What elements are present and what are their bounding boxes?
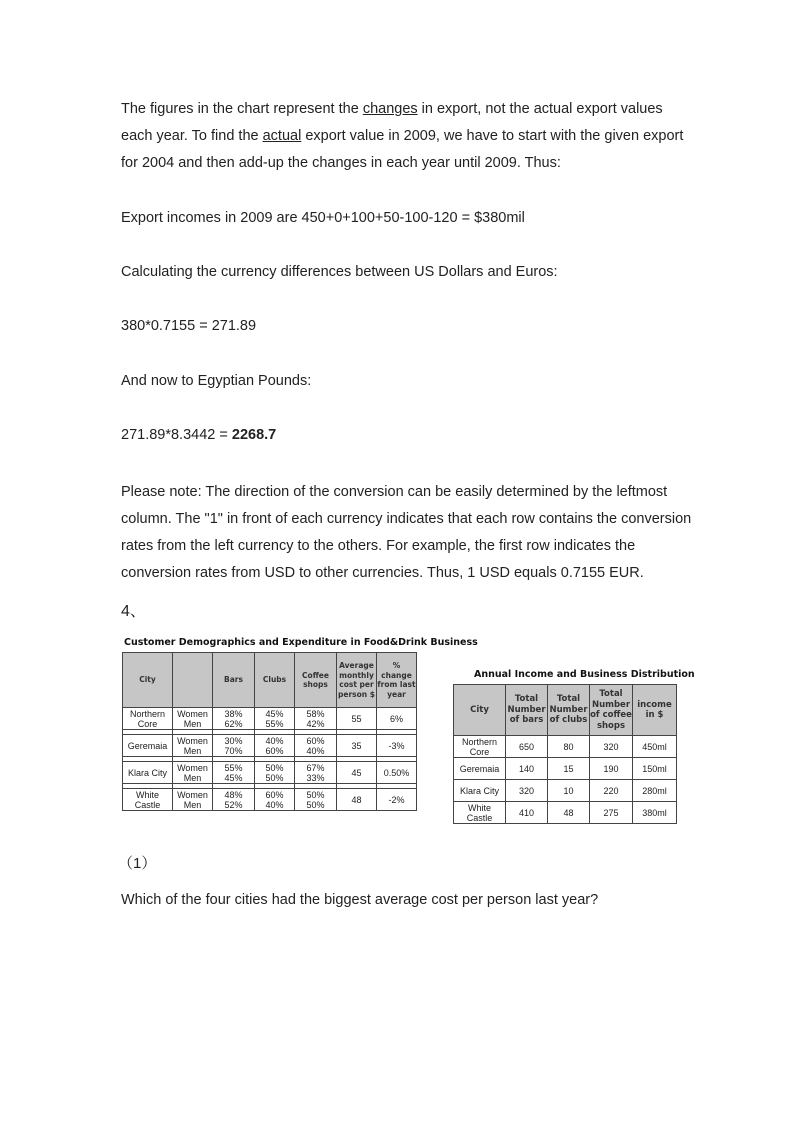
currency-heading: Calculating the currency differences between US Dollars and Euros: (121, 264, 558, 280)
value-cell: 40% (306, 745, 325, 756)
question-text: Which of the four cities had the biggest average cost per person last year? (121, 892, 599, 908)
value-cell: 55% (265, 718, 284, 729)
income-cell: 380ml (633, 802, 677, 824)
value-cell: 55% (224, 762, 243, 773)
value-cell: 60% (265, 745, 284, 756)
change-cell: -3% (377, 735, 417, 757)
value-cell: 320 (506, 780, 548, 802)
avg-cost-cell: 35 (337, 735, 377, 757)
city-cell: White Castle (123, 789, 173, 811)
header-city: City (123, 653, 173, 708)
value-cell: 50% (265, 762, 284, 773)
city-cell: White Castle (454, 802, 506, 824)
table-row (123, 762, 417, 784)
table-header-row (454, 685, 677, 736)
avg-cost-cell: 48 (337, 789, 377, 811)
city-cell: Klara City (454, 780, 506, 802)
value-cell: 650 (506, 736, 548, 758)
value-cell: 40% (265, 735, 284, 746)
note-line: conversion rates from USD to other currencies. Thus, 1 USD equals 0.7155 EUR. (121, 565, 644, 581)
city-cell: Geremaia (454, 758, 506, 780)
sub-question-number: （1） (118, 855, 157, 872)
income-cell: 280ml (633, 780, 677, 802)
underlined-word-changes: changes (362, 101, 418, 117)
gender-cell: Men (183, 745, 202, 756)
table-header-row (123, 653, 417, 708)
header-city: City (454, 685, 506, 736)
value-cell: 140 (506, 758, 548, 780)
table1-title: Customer Demographics and Expenditure in Food&Drink Business (124, 637, 478, 648)
value-cell: 52% (224, 799, 243, 810)
underlined-word-actual: actual (262, 128, 302, 144)
gender-cell: Men (183, 718, 202, 729)
gender-cell: Women (177, 762, 208, 773)
egp-calculation: 271.89*8.3442 = 2268.7 (121, 427, 277, 443)
table-row (123, 708, 417, 730)
note-line: Please note: The direction of the conversion can be easily determined by the leftmost (121, 484, 668, 500)
table-row (454, 758, 677, 780)
change-cell: 0.50% (377, 762, 417, 784)
value-cell: 62% (224, 718, 243, 729)
value-cell: 50% (306, 789, 325, 800)
value-cell: 30% (224, 735, 243, 746)
table-row (454, 802, 677, 824)
gender-cell: Men (183, 772, 202, 783)
header-bars: Bars (213, 653, 255, 708)
header-clubs: Clubs (255, 653, 295, 708)
note-line: rates from the left currency to the others. For example, the first row indicates the (121, 538, 636, 554)
table-row (123, 789, 417, 811)
header-total-coffee: Total Number of coffee shops (590, 685, 633, 736)
table-row (123, 735, 417, 757)
header-avg-cost: Average monthly cost per person $ (337, 653, 377, 708)
avg-cost-cell: 45 (337, 762, 377, 784)
value-cell: 320 (590, 736, 633, 758)
header-total-clubs: Total Number of clubs (548, 685, 590, 736)
city-cell: Northern Core (123, 708, 173, 730)
value-cell: 38% (224, 708, 243, 719)
value-cell: 15 (548, 758, 590, 780)
note-line: column. The "1" in front of each currency indicates that each row contains the conversion (121, 511, 692, 527)
paragraph-line: for 2004 and then add-up the changes in each year until 2009. Thus: (121, 155, 561, 171)
avg-cost-cell: 55 (337, 708, 377, 730)
header-income: income in $ (633, 685, 677, 736)
table2-title: Annual Income and Business Distribution (474, 669, 695, 680)
value-cell: 40% (265, 799, 284, 810)
change-cell: 6% (377, 708, 417, 730)
value-cell: 67% (306, 762, 325, 773)
value-cell: 190 (590, 758, 633, 780)
value-cell: 45% (265, 708, 284, 719)
value-cell: 33% (306, 772, 325, 783)
value-cell: 220 (590, 780, 633, 802)
header-coffee: Coffee shops (295, 653, 337, 708)
gender-cell: Women (177, 708, 208, 719)
value-cell: 10 (548, 780, 590, 802)
section-number: 4、 (121, 603, 146, 620)
value-cell: 60% (306, 735, 325, 746)
value-cell: 70% (224, 745, 243, 756)
header-change: % change from last year (377, 653, 417, 708)
value-cell: 410 (506, 802, 548, 824)
value-cell: 48% (224, 789, 243, 800)
paragraph-line: The figures in the chart represent the changes in export, not the actual export values (121, 101, 663, 117)
change-cell: -2% (377, 789, 417, 811)
income-table (453, 684, 677, 824)
header-total-bars: Total Number of bars (506, 685, 548, 736)
income-cell: 150ml (633, 758, 677, 780)
header-blank (173, 653, 213, 708)
city-cell: Klara City (123, 762, 173, 784)
value-cell: 50% (265, 772, 284, 783)
value-cell: 58% (306, 708, 325, 719)
value-cell: 45% (224, 772, 243, 783)
egypt-heading: And now to Egyptian Pounds: (121, 373, 312, 389)
demographics-table (122, 652, 417, 811)
value-cell: 60% (265, 789, 284, 800)
city-cell: Geremaia (123, 735, 173, 757)
value-cell: 275 (590, 802, 633, 824)
export-calculation: Export incomes in 2009 are 450+0+100+50-100-120 = $380mil (121, 210, 525, 226)
final-result: 2268.7 (231, 427, 277, 443)
value-cell: 42% (306, 718, 325, 729)
table-row (454, 780, 677, 802)
gender-cell: Men (183, 799, 202, 810)
city-cell: Northern Core (454, 736, 506, 758)
euro-calculation: 380*0.7155 = 271.89 (121, 318, 257, 334)
value-cell: 80 (548, 736, 590, 758)
gender-cell: Women (177, 735, 208, 746)
income-cell: 450ml (633, 736, 677, 758)
value-cell: 48 (548, 802, 590, 824)
table-row (454, 736, 677, 758)
gender-cell: Women (177, 789, 208, 800)
value-cell: 50% (306, 799, 325, 810)
paragraph-line: each year. To find the actual export value in 2009, we have to start with the given export (121, 128, 684, 144)
